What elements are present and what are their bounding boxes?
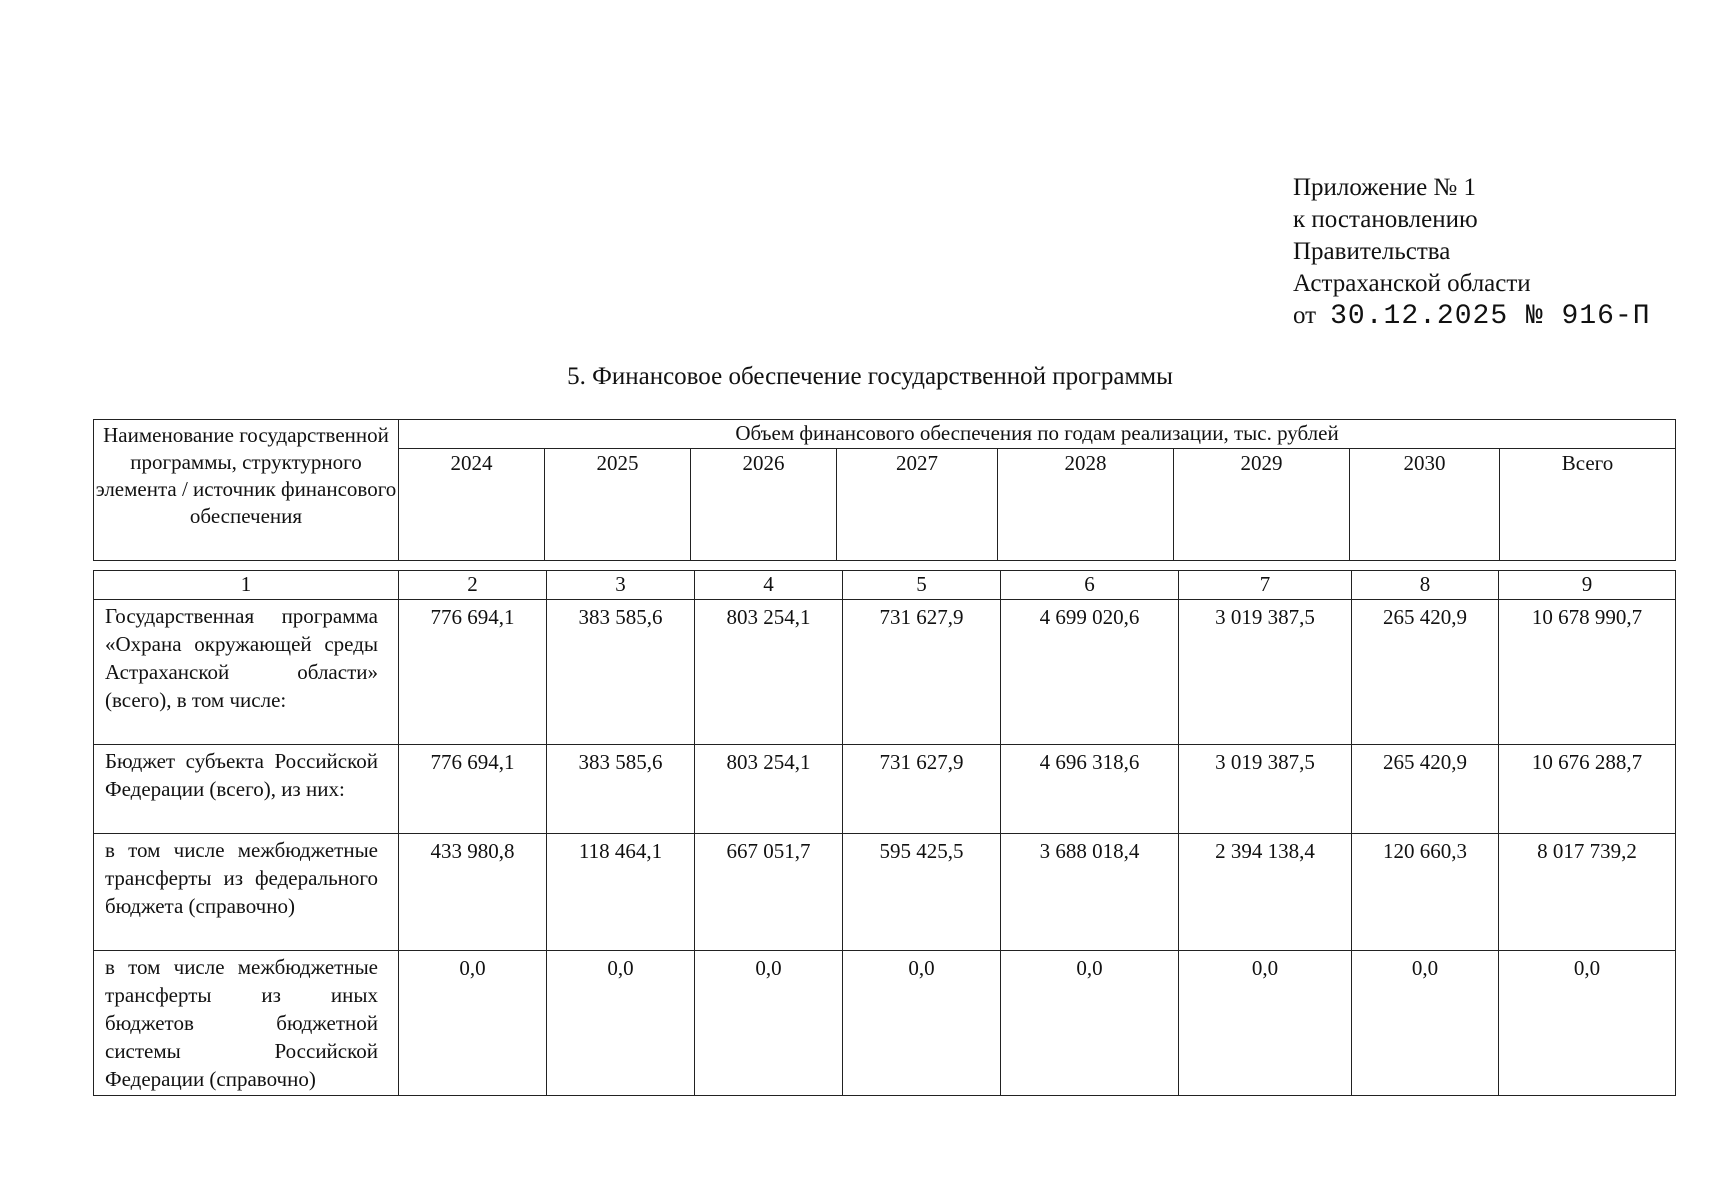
appendix-line-2: к постановлению <box>1293 206 1478 233</box>
value-cell: 0,0 <box>843 951 1001 1096</box>
financing-table <box>93 570 1676 1096</box>
column-number: 6 <box>1001 571 1179 600</box>
column-number: 4 <box>695 571 843 600</box>
value-cell: 4 699 020,6 <box>1001 600 1179 745</box>
appendix-date-number: 30.12.2025 № 916-П <box>1330 301 1651 332</box>
value-cell: 4 696 318,6 <box>1001 745 1179 834</box>
value-cell: 265 420,9 <box>1352 600 1499 745</box>
value-cell: 433 980,8 <box>399 834 547 951</box>
header-table <box>93 419 1676 561</box>
column-number: 9 <box>1499 571 1676 600</box>
row-name-cell: Бюджет субъекта Российской Федерации (всего), из них: <box>94 745 399 834</box>
value-cell: 731 627,9 <box>843 600 1001 745</box>
value-cell: 0,0 <box>1001 951 1179 1096</box>
name-column-header: Наименование государственной программы, структурного элемента / источник финансового обеспечения <box>94 420 399 561</box>
value-cell: 118 464,1 <box>547 834 695 951</box>
value-cell: 3 019 387,5 <box>1179 600 1352 745</box>
year-header: 2025 <box>545 449 691 561</box>
appendix-line-3: Правительства <box>1293 238 1451 265</box>
value-cell: 383 585,6 <box>547 745 695 834</box>
column-number: 1 <box>94 571 399 600</box>
year-header: 2027 <box>837 449 998 561</box>
value-cell: 803 254,1 <box>695 745 843 834</box>
column-number: 7 <box>1179 571 1352 600</box>
table-row <box>94 600 1676 745</box>
column-number: 8 <box>1352 571 1499 600</box>
table-row <box>94 745 1676 834</box>
value-cell: 120 660,3 <box>1352 834 1499 951</box>
value-cell: 3 688 018,4 <box>1001 834 1179 951</box>
total-header: Всего <box>1500 449 1676 561</box>
value-cell: 0,0 <box>399 951 547 1096</box>
value-cell: 803 254,1 <box>695 600 843 745</box>
value-cell: 3 019 387,5 <box>1179 745 1352 834</box>
value-cell: 776 694,1 <box>399 745 547 834</box>
row-name-cell: Государственная программа «Охрана окружающей среды Астраханской области» (всего), в том числе: <box>94 600 399 745</box>
row-name-cell: в том числе межбюджетные трансферты из иных бюджетов бюджетной системы Российской Федерации (справочно) <box>94 951 399 1096</box>
year-header: 2026 <box>691 449 837 561</box>
total-cell: 8 017 739,2 <box>1499 834 1676 951</box>
appendix-line-4: Астраханской области <box>1293 270 1531 297</box>
column-number: 5 <box>843 571 1001 600</box>
total-cell: 10 676 288,7 <box>1499 745 1676 834</box>
value-cell: 265 420,9 <box>1352 745 1499 834</box>
total-cell: 10 678 990,7 <box>1499 600 1676 745</box>
financing-group-header: Объем финансового обеспечения по годам реализации, тыс. рублей <box>399 420 1676 449</box>
value-cell: 0,0 <box>547 951 695 1096</box>
value-cell: 667 051,7 <box>695 834 843 951</box>
appendix-block <box>1293 172 1651 333</box>
value-cell: 383 585,6 <box>547 600 695 745</box>
appendix-date-line <box>1293 300 1651 333</box>
year-header: 2028 <box>998 449 1174 561</box>
value-cell: 776 694,1 <box>399 600 547 745</box>
value-cell: 731 627,9 <box>843 745 1001 834</box>
table-row <box>94 834 1676 951</box>
value-cell: 2 394 138,4 <box>1179 834 1352 951</box>
total-cell: 0,0 <box>1499 951 1676 1096</box>
appendix-date-prefix: от <box>1293 302 1317 329</box>
column-number: 3 <box>547 571 695 600</box>
column-number-row <box>94 571 1676 600</box>
value-cell: 0,0 <box>695 951 843 1096</box>
column-number: 2 <box>399 571 547 600</box>
value-cell: 595 425,5 <box>843 834 1001 951</box>
row-name-cell: в том числе межбюджетные трансферты из федерального бюджета (справочно) <box>94 834 399 951</box>
year-header: 2029 <box>1174 449 1350 561</box>
appendix-line-1: Приложение № 1 <box>1293 174 1477 201</box>
section-title: 5. Финансовое обеспечение государственной программы <box>567 363 1173 390</box>
table-row <box>94 951 1676 1096</box>
year-header: 2030 <box>1350 449 1500 561</box>
value-cell: 0,0 <box>1352 951 1499 1096</box>
year-header: 2024 <box>399 449 545 561</box>
value-cell: 0,0 <box>1179 951 1352 1096</box>
